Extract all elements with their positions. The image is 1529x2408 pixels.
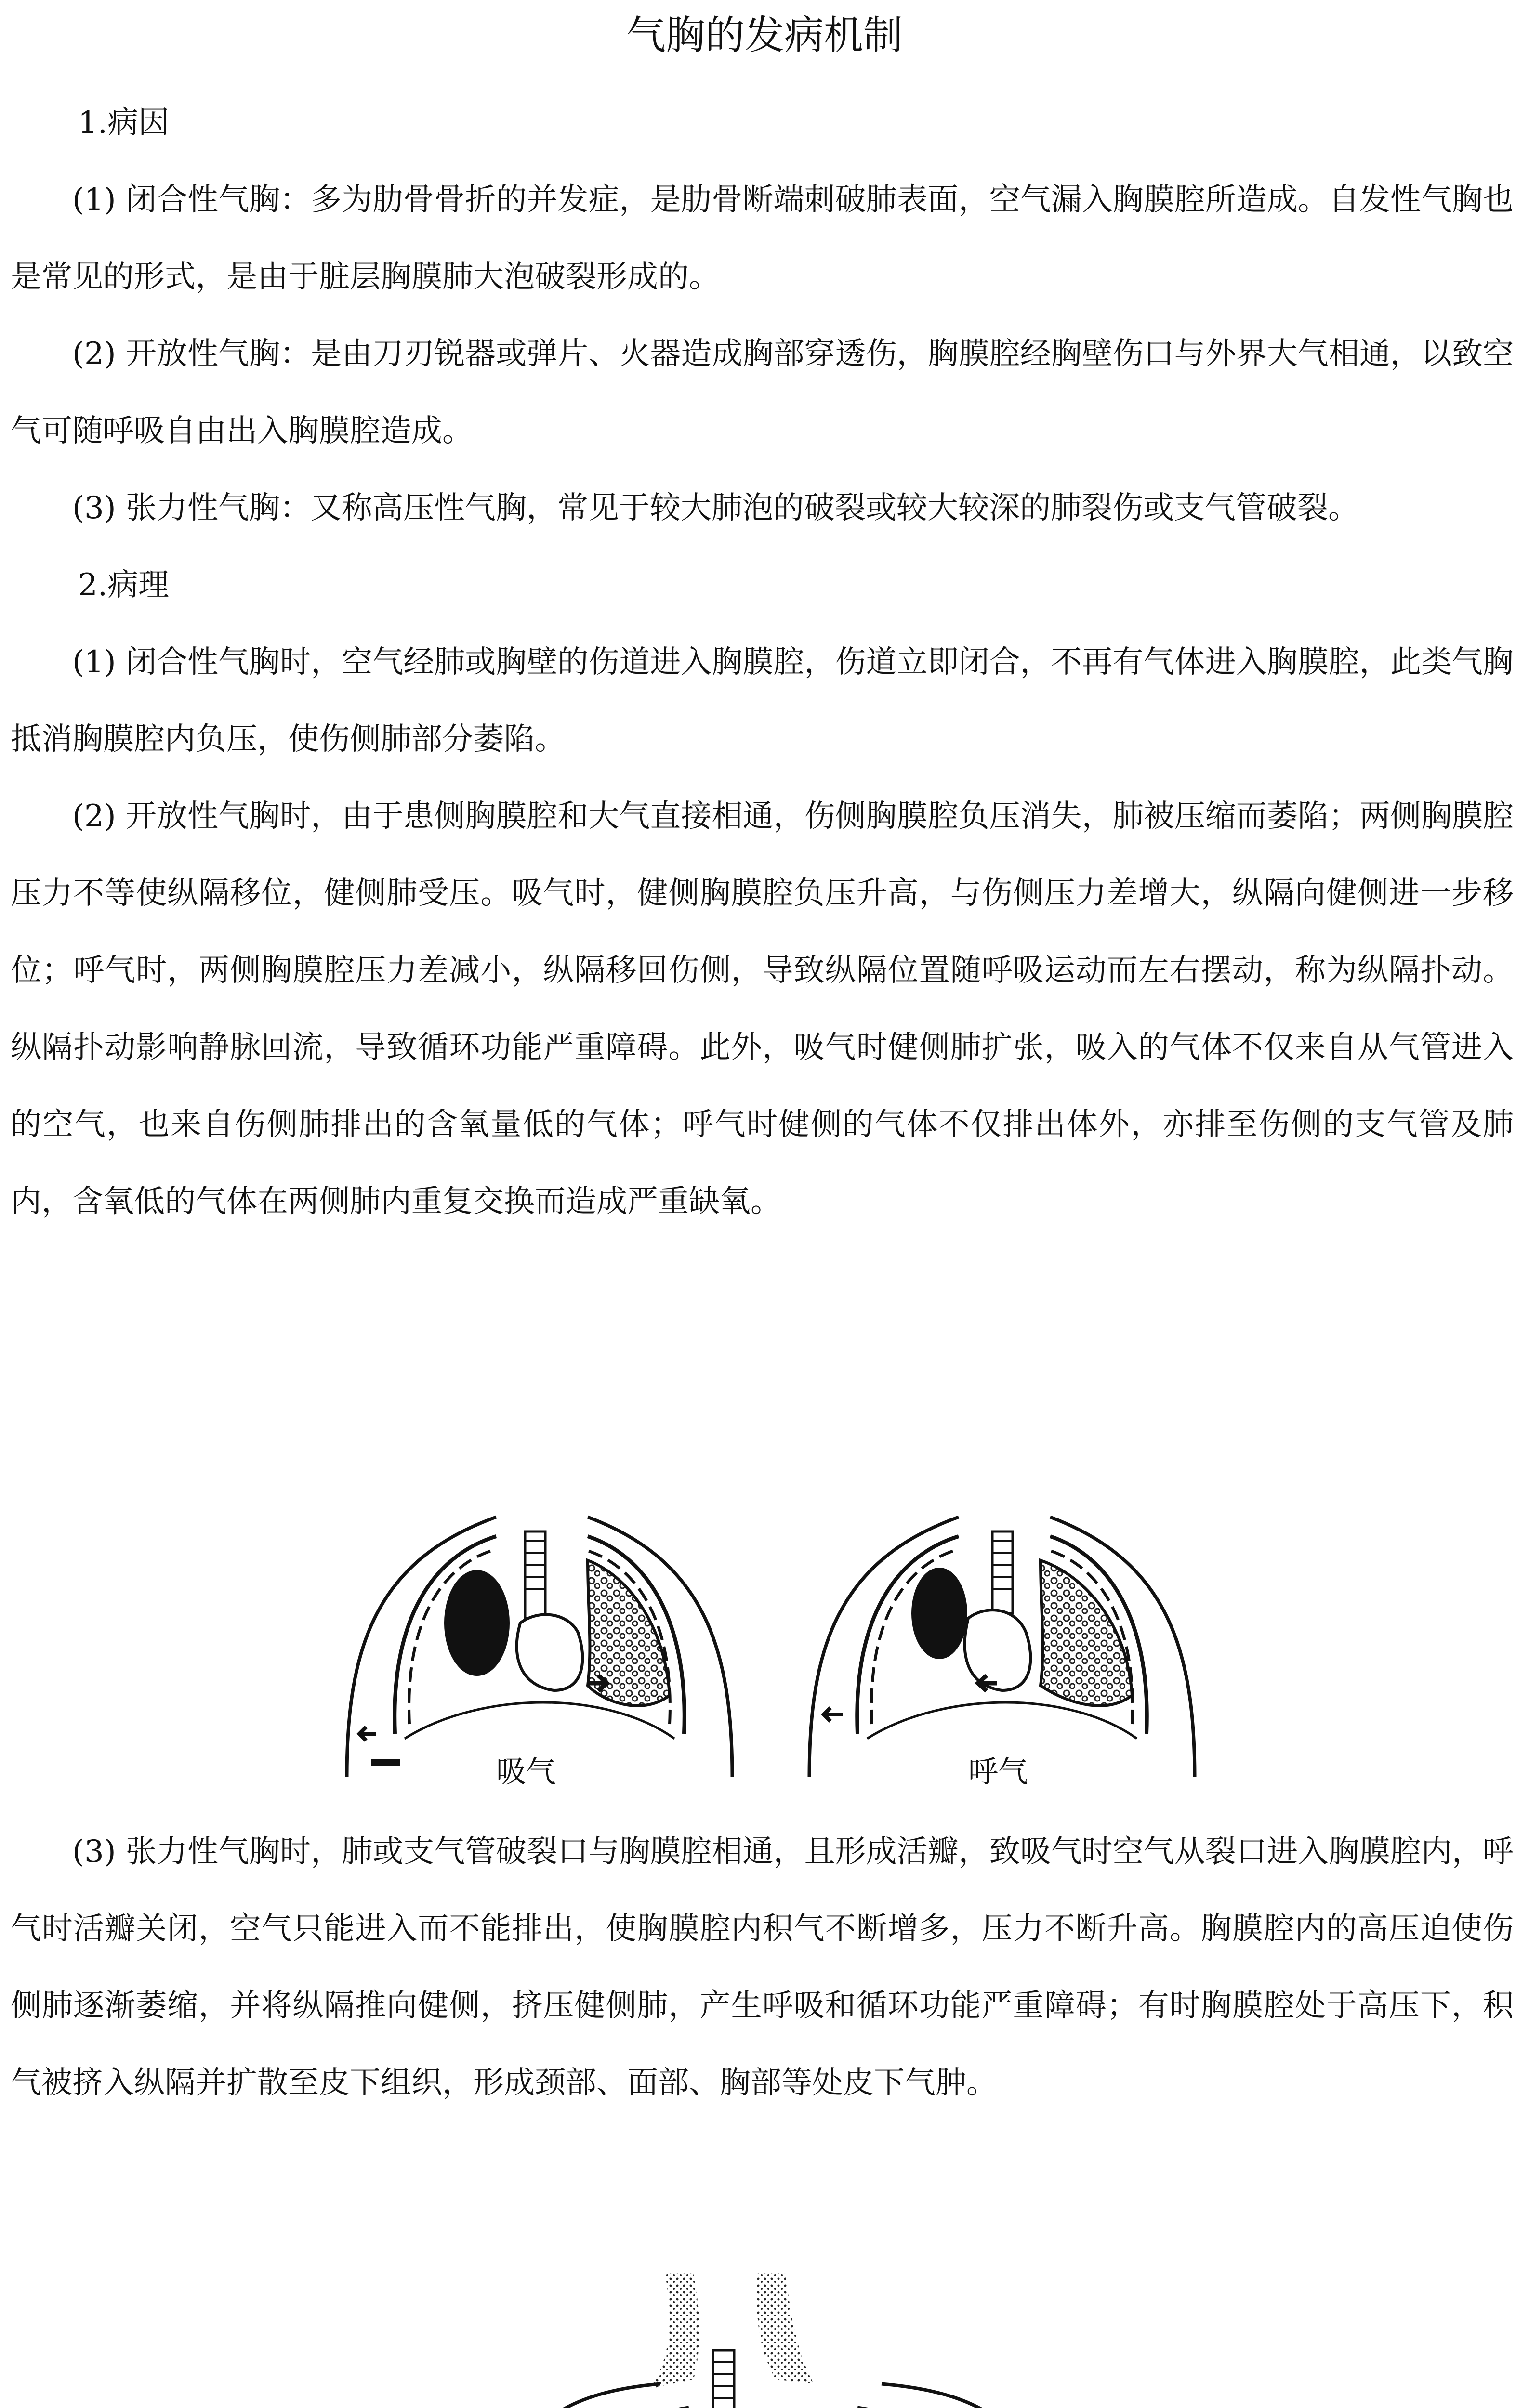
exhale-diagram — [809, 1517, 1195, 1777]
text-block-upper — [11, 84, 1514, 1240]
paragraph-closed-pneumothorax-pathology: (1) 闭合性气胸时，空气经肺或胸壁的伤道进入胸膜腔，伤道立即闭合，不再有气体进入胸膜腔，此类气胸抵消胸膜腔内负压，使伤侧肺部分萎陷。 — [11, 644, 1514, 757]
paragraph-open-pneumothorax-cause: (2) 开放性气胸：是由刀刃锐器或弹片、火器造成胸部穿透伤，胸膜腔经胸壁伤口与外界大气相通，以致空气可随呼吸自由出入胸膜腔造成。 — [11, 336, 1514, 449]
text-block-lower — [11, 1813, 1514, 2121]
section-heading-cause: 1.病因 — [78, 105, 170, 141]
section-heading-pathology: 2.病理 — [78, 567, 170, 603]
paragraph-open-pneumothorax-pathology: (2) 开放性气胸时，由于患侧胸膜腔和大气直接相通，伤侧胸膜腔负压消失，肺被压缩而萎陷；两侧胸膜腔压力不等使纵隔移位，健侧肺受压。吸气时，健侧胸膜腔负压升高，与伤侧压力差增大，纵隔向健侧进一步移位；呼气时，两侧胸膜腔压力差减小，纵隔移回伤侧，导致纵隔位置随呼吸运动而左右摆动，称为纵隔扑动。纵隔扑动影响静脉回流，导致循环功能严重障碍。此外，吸气时健侧肺扩张，吸入的气体不仅来自从气管进入的空气，也来自伤侧肺排出的含氧量低的气体；呼气时健侧的气体不仅排出体外，亦排至伤侧的支气管及肺内，含氧低的气体在两侧肺内重复交换而造成严重缺氧。 — [11, 798, 1514, 1219]
inhale-label: 吸气 — [496, 1756, 556, 1789]
paragraph-closed-pneumothorax-cause: (1) 闭合性气胸：多为肋骨骨折的并发症，是肋骨断端刺破肺表面，空气漏入胸膜腔所造成。自发性气胸也是常见的形式，是由于脏层胸膜肺大泡破裂形成的。 — [11, 182, 1514, 295]
inhale-diagram — [347, 1517, 732, 1777]
paragraph-tension-pneumothorax-pathology: (3) 张力性气胸时，肺或支气管破裂口与胸膜腔相通，且形成活瓣，致吸气时空气从裂口进入胸膜腔内，呼气时活瓣关闭，空气只能进入而不能排出，使胸膜腔内积气不断增多，压力不断升高。胸膜腔内的高压迫使伤侧肺逐渐萎缩，并将纵隔推向健侧，挤压健侧肺，产生呼吸和循环功能严重障碍；有时胸膜腔处于高压下，积气被挤入纵隔并扩散至皮下组织，形成颈部、面部、胸部等处皮下气肿。 — [11, 1834, 1514, 2101]
paragraph-tension-pneumothorax-cause: (3) 张力性气胸：又称高压性气胸，常见于较大肺泡的破裂或较大较深的肺裂伤或支气管破裂。 — [72, 490, 1359, 526]
mediastinal-flutter-figure — [337, 1464, 1214, 1796]
tension-pneumothorax-figure — [487, 2264, 1060, 2408]
exhale-label: 呼气 — [968, 1756, 1028, 1789]
tension-pneumothorax-illustration — [487, 2264, 1060, 2408]
mediastinal-flutter-illustration — [337, 1464, 1214, 1796]
page-title: 气胸的发病机制 — [626, 13, 903, 58]
